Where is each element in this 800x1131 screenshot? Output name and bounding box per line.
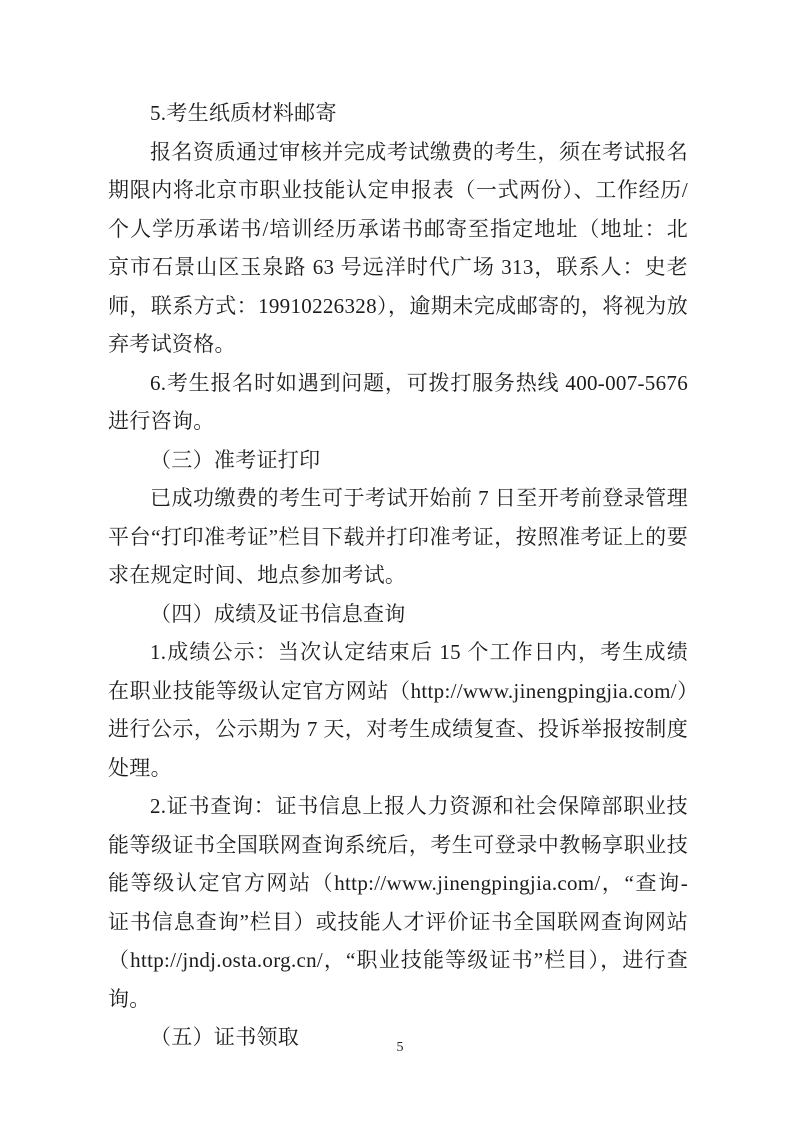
paragraph-service-hotline: 6.考生报名时如遇到问题，可拨打服务热线 400-007-5676 进行咨询。 <box>108 370 688 433</box>
document-body <box>108 94 688 1057</box>
heading-item5-paper-materials-mailing: 5.考生纸质材料邮寄 <box>150 101 337 125</box>
paragraph-mailing-requirements: 报名资质通过审核并完成考试缴费的考生，须在考试报名期限内将北京市职业技能认定申报表（一式两份）、工作经历/个人学历承诺书/培训经历承诺书邮寄至指定地址（地址：北京市石景山区玉泉路 63 号远洋时代广场 313，联系人：史老师，联系方式：19910226328），逾期未完成邮寄的，将视为放弃考试资格。 <box>108 139 688 356</box>
paragraph-score-publication: 1.成绩公示：当次认定结束后 15 个工作日内，考生成绩在职业技能等级认定官方网站（http://www.jinengpingjia.com/）进行公示，公示期为 7 天，对考生成绩复查、投诉举报按制度处理。 <box>108 640 688 780</box>
paragraph-certificate-query: 2.证书查询：证书信息上报人力资源和社会保障部职业技能等级证书全国联网查询系统后，考生可登录中教畅享职业技能等级认定官方网站（http://www.jinengpingjia.com/，“查询-证书信息查询”栏目）或技能人才评价证书全国联网查询网站（http://jndj.osta.org.cn/，“职业技能等级证书”栏目），进行查询。 <box>108 794 688 1011</box>
heading-section3-admission-ticket-printing: （三）准考证打印 <box>150 447 321 472</box>
heading-section5-certificate-collection: （五）证书领取 <box>150 1025 300 1049</box>
page-number: 5 <box>396 1040 404 1055</box>
paragraph-admission-ticket-instructions: 已成功缴费的考生可于考试开始前 7 日至开考前登录管理平台“打印准考证”栏目下载并打印准考证，按照准考证上的要求在规定时间、地点参加考试。 <box>108 486 688 587</box>
heading-section4-score-certificate-query: （四）成绩及证书信息查询 <box>150 601 406 626</box>
